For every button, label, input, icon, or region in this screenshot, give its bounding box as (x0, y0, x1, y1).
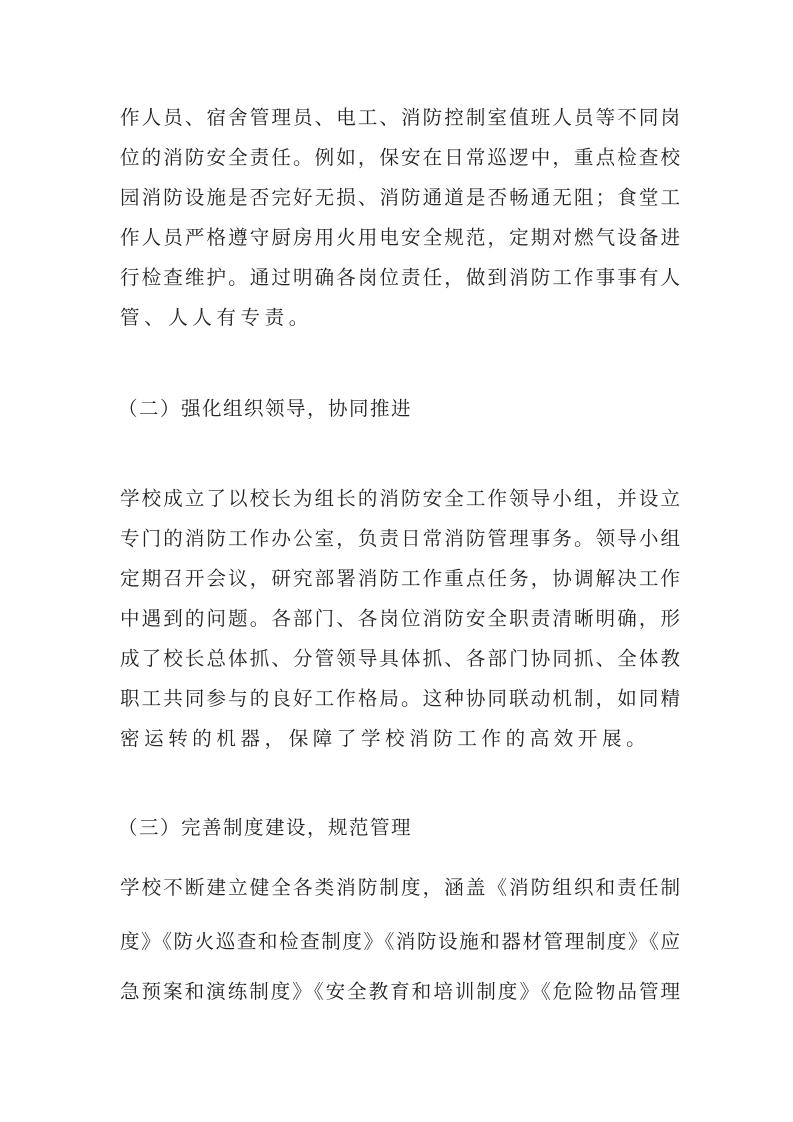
paragraph-2-line-2: 专门的消防工作办公室，负责日常消防管理事务。领导小组 (120, 527, 680, 550)
paragraph-1-line-4: 作人员严格遵守厨房用火用电安全规范，定期对燃气设备进 (120, 226, 680, 249)
paragraph-1-line-3: 园消防设施是否完好无损、消防通道是否畅通无阻；食堂工 (120, 186, 680, 209)
paragraph-2-line-6: 职工共同参与的良好工作格局。这种协同联动机制，如同精 (120, 687, 680, 710)
paragraph-3-line-2: 度》《防火巡查和检查制度》《消防设施和器材管理制度》《应 (120, 930, 680, 953)
paragraph-2-line-3: 定期召开会议，研究部署消防工作重点任务，协调解决工作 (120, 567, 680, 590)
section-heading-2: （二）强化组织领导，协同推进 (118, 397, 413, 420)
paragraph-1-line-5: 行检查维护。通过明确各岗位责任，做到消防工作事事有人 (120, 266, 680, 289)
paragraph-2-line-4: 中遇到的问题。各部门、各岗位消防安全职责清晰明确，形 (120, 607, 680, 630)
paragraph-1-line-2: 位的消防安全责任。例如，保安在日常巡逻中，重点检查校 (120, 146, 680, 169)
paragraph-2-line-5: 成了校长总体抓、分管领导具体抓、各部门协同抓、全体教 (120, 647, 680, 670)
paragraph-1-line-6: 管、人人有专责。 (120, 306, 313, 329)
paragraph-2-line-7: 密运转的机器，保障了学校消防工作的高效开展。 (120, 727, 651, 750)
paragraph-2-line-1: 学校成立了以校长为组长的消防安全工作领导小组，并设立 (120, 487, 680, 510)
paragraph-3-line-1: 学校不断建立健全各类消防制度，涵盖《消防组织和责任制 (120, 876, 680, 899)
section-heading-3: （三）完善制度建设，规范管理 (118, 816, 413, 839)
paragraph-1-line-1: 作人员、宿舍管理员、电工、消防控制室值班人员等不同岗 (120, 106, 680, 129)
paragraph-3-line-3: 急预案和演练制度》《安全教育和培训制度》《危险物品管理 (120, 980, 680, 1003)
